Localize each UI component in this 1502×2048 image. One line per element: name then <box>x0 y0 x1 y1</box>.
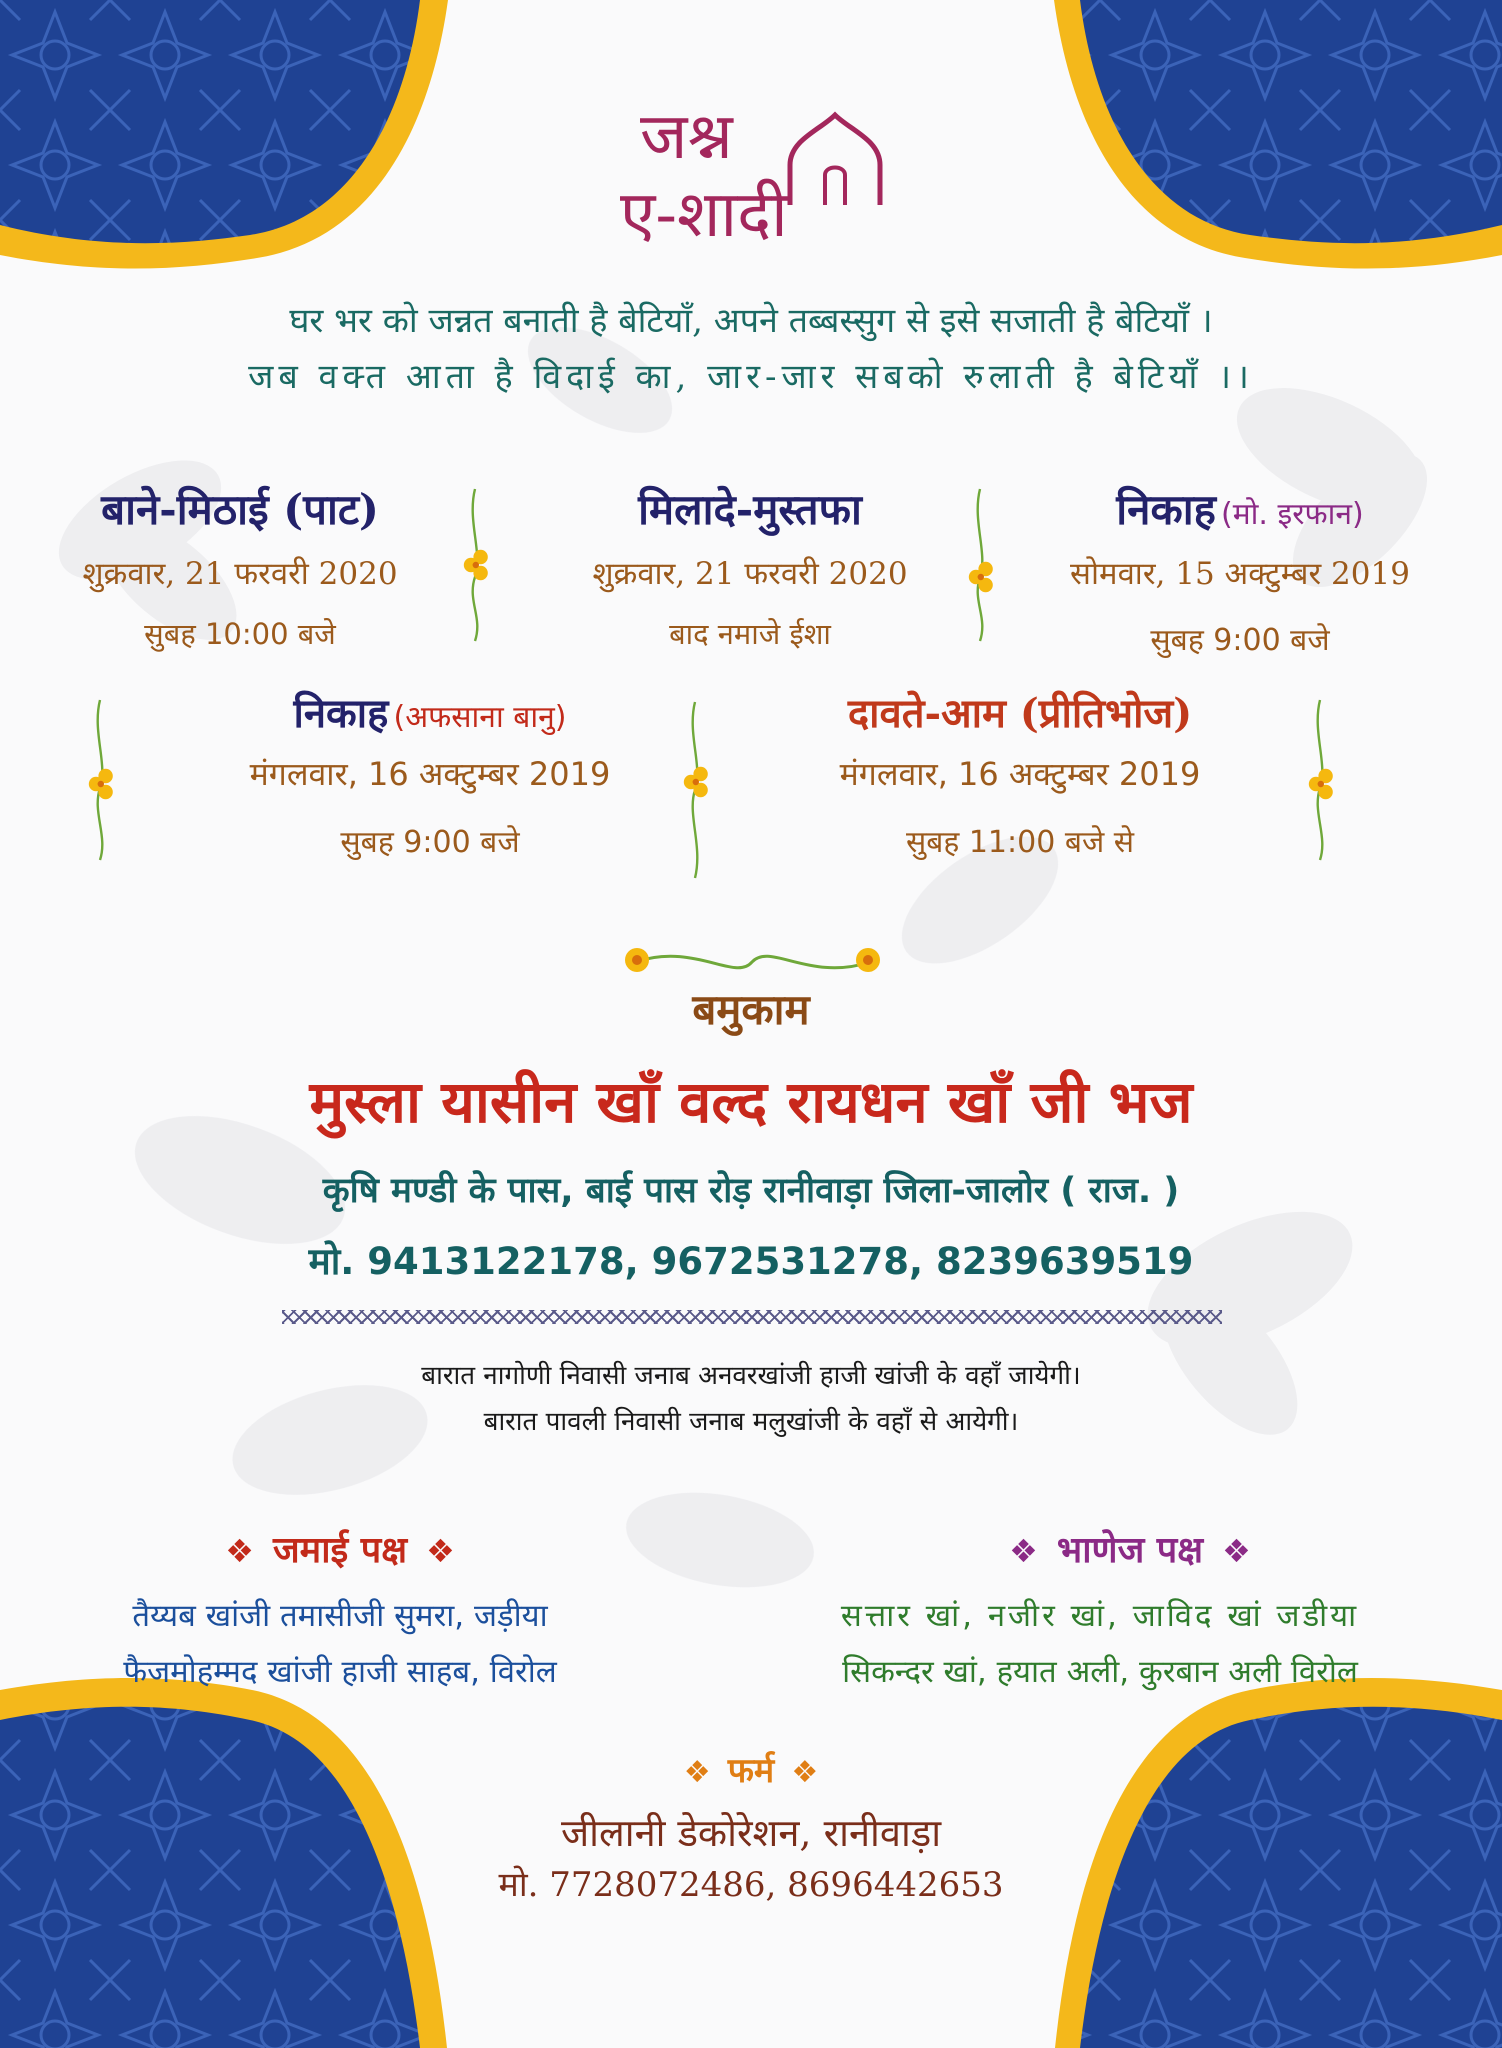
jamai-heading <box>60 1524 620 1573</box>
event-baane-mithai-date: शुक्रवार, 21 फरवरी 2020 <box>82 556 398 592</box>
flower-vine-icon <box>960 470 1000 660</box>
host-address: कृषि मण्डी के पास, बाई पास रोड़ रानीवाड़ा जिला-जालोर ( राज. ) <box>322 1171 1180 1211</box>
firm-heading <box>0 1746 1502 1792</box>
diamond-ornament-icon: ❖ <box>1222 1532 1251 1570</box>
event-daawat-title: दावते-आम (प्रीतिभोज) <box>847 690 1193 737</box>
bhanej-line1: सत्तार खां, नजीर खां, जाविद खां जडीया <box>840 1598 1360 1634</box>
host-label: बमुकाम <box>692 985 810 1034</box>
event-daawat-date: मंगलवार, 16 अक्टुम्बर 2019 <box>839 755 1201 793</box>
jamai-line1: तैय्यब खांजी तमासीजी सुमरा, जड़ीया <box>132 1598 548 1634</box>
event-baane-mithai-time: सुबह 10:00 बजे <box>144 617 336 651</box>
host-name: मुस्ला यासीन खाँ वल्द रायधन खाँ जी भज <box>309 1068 1193 1136</box>
diamond-ornament-icon: ❖ <box>426 1532 455 1570</box>
event-nikah-irfan-subtitle: (मो. इरफान) <box>1220 497 1364 532</box>
logo <box>620 90 900 260</box>
jamai-line2: फैजमोहम्मद खांजी हाजी साहब, विरोल <box>123 1654 557 1690</box>
event-nikah-afsana-time: सुबह 9:00 बजे <box>340 825 520 860</box>
dome-icon <box>780 110 890 210</box>
diamond-ornament-icon: ❖ <box>791 1755 819 1790</box>
event-nikah-afsana-subtitle: (अफसाना बानु) <box>393 700 567 735</box>
event-milad-title: मिलादे-मुस्तफा <box>638 485 862 534</box>
event-nikah-irfan-date: सोमवार, 15 अक्टुम्बर 2019 <box>1070 556 1410 592</box>
event-milad-time: बाद नमाजे ईशा <box>669 617 831 651</box>
diamond-ornament-icon: ❖ <box>1009 1532 1038 1570</box>
event-baane-mithai-title: बाने-मिठाई (पाट) <box>101 485 379 534</box>
flower-vine-icon <box>675 680 715 900</box>
barat-line1: बारात नागोणी निवासी जनाब अनवरखांजी हाजी खांजी के वहाँ जायेगी। <box>421 1361 1081 1391</box>
bhanej-line2: सिकन्दर खां, हयात अली, कुरबान अली विरोल <box>842 1654 1358 1690</box>
diamond-ornament-icon: ❖ <box>225 1532 254 1570</box>
firm-phones: मो. 7728072486, 8696442653 <box>498 1865 1004 1905</box>
firm-heading-text: फर्म <box>727 1751 775 1791</box>
diamond-ornament-icon: ❖ <box>683 1755 711 1790</box>
logo-line1: जश्न <box>640 100 733 174</box>
event-nikah-afsana-date: मंगलवार, 16 अक्टुम्बर 2019 <box>249 755 611 793</box>
firm-name: जीलानी डेकोरेशन, रानीवाड़ा <box>560 1811 942 1855</box>
event-nikah-afsana-heading <box>170 684 690 739</box>
barat-line2: बारात पावली निवासी जनाब मलुखांजी के वहाँ से आयेगी। <box>483 1407 1019 1437</box>
flower-vine-icon <box>455 470 495 660</box>
host-phones: मो. 9413122178, 9672531278, 8239639519 <box>308 1240 1194 1283</box>
flower-vine-icon <box>1300 680 1340 880</box>
event-milad-date: शुक्रवार, 21 फरवरी 2020 <box>592 556 908 592</box>
event-daawat-time: सुबह 11:00 बजे से <box>905 825 1135 860</box>
ornament-divider <box>282 1310 1222 1324</box>
jamai-heading-text: जमाई पक्ष <box>272 1530 408 1571</box>
bhanej-heading-text: भाणेज पक्ष <box>1056 1530 1204 1571</box>
flower-vine-icon <box>80 680 120 880</box>
couplet-line1: घर भर को जन्नत बनाती है बेटियाँ, अपने तब्बस्सुग से इसे सजाती है बेटियाँ । <box>289 301 1213 341</box>
bhanej-heading <box>820 1524 1440 1573</box>
event-nikah-afsana-title: निकाह <box>293 690 389 737</box>
event-nikah-irfan-title: निकाह <box>1116 485 1216 534</box>
logo-line2: ए-शादी <box>620 178 788 252</box>
couplet-line2: जब वक्त आता है विदाई का, जार-जार सबको रुलाती है बेटियाँ ।। <box>248 357 1254 397</box>
event-nikah-irfan-time: सुबह 9:00 बजे <box>1150 623 1330 658</box>
event-nikah-irfan-heading <box>1010 480 1470 537</box>
